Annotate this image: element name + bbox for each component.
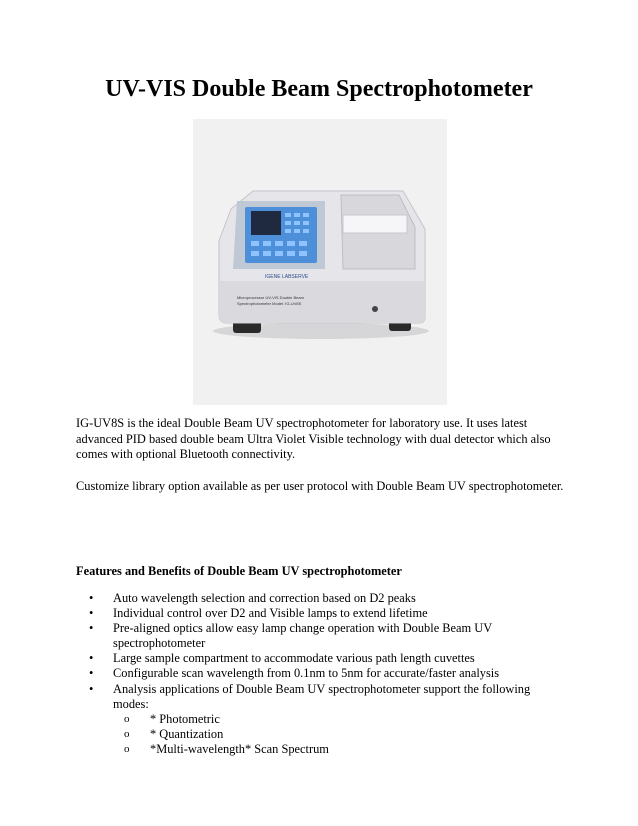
mode-item: o * Quantization	[113, 727, 556, 742]
svg-text:IGENE LABSERVE: IGENE LABSERVE	[265, 274, 309, 280]
modes-list	[113, 712, 556, 757]
features-heading: Features and Benefits of Double Beam UV spectrophotometer	[76, 564, 402, 578]
svg-text:Microprocessor UV-VIS Double B: Microprocessor UV-VIS Double Beam	[237, 295, 304, 300]
list-item: • Pre-aligned optics allow easy lamp change operation with Double Beam UV spectrophotometer	[76, 621, 556, 651]
svg-text:Spectrophotometer Model: IG-UV: Spectrophotometer Model: IG-UV8S	[237, 301, 302, 306]
list-item: • Auto wavelength selection and correction based on D2 peaks	[76, 591, 556, 606]
list-item	[76, 682, 556, 757]
list-item: • Individual control over D2 and Visible lamps to extend lifetime	[76, 606, 556, 621]
spectrophotometer-illustration	[193, 119, 447, 405]
list-item: • Large sample compartment to accommodate various path length cuvettes	[76, 651, 556, 666]
intro-paragraph: IG-UV8S is the ideal Double Beam UV spectrophotometer for laboratory use. It uses latest advanced PID based double beam Ultra Violet Visible technology with dual detector which also comes with optional Bluetooth connectivity.	[76, 416, 551, 461]
mode-item: o *Multi-wavelength* Scan Spectrum	[113, 742, 556, 757]
mode-item: o * Photometric	[113, 712, 556, 727]
features-list	[76, 591, 556, 757]
page-title: UV-VIS Double Beam Spectrophotometer	[105, 76, 533, 102]
brand-logo	[263, 271, 315, 280]
list-item-text: Analysis applications of Double Beam UV spectrophotometer support the following modes:	[113, 681, 531, 711]
product-image	[193, 119, 447, 405]
library-paragraph: Customize library option available as per user protocol with Double Beam UV spectrophotometer.	[76, 479, 564, 493]
list-item: • Configurable scan wavelength from 0.1nm to 5nm for accurate/faster analysis	[76, 666, 556, 681]
